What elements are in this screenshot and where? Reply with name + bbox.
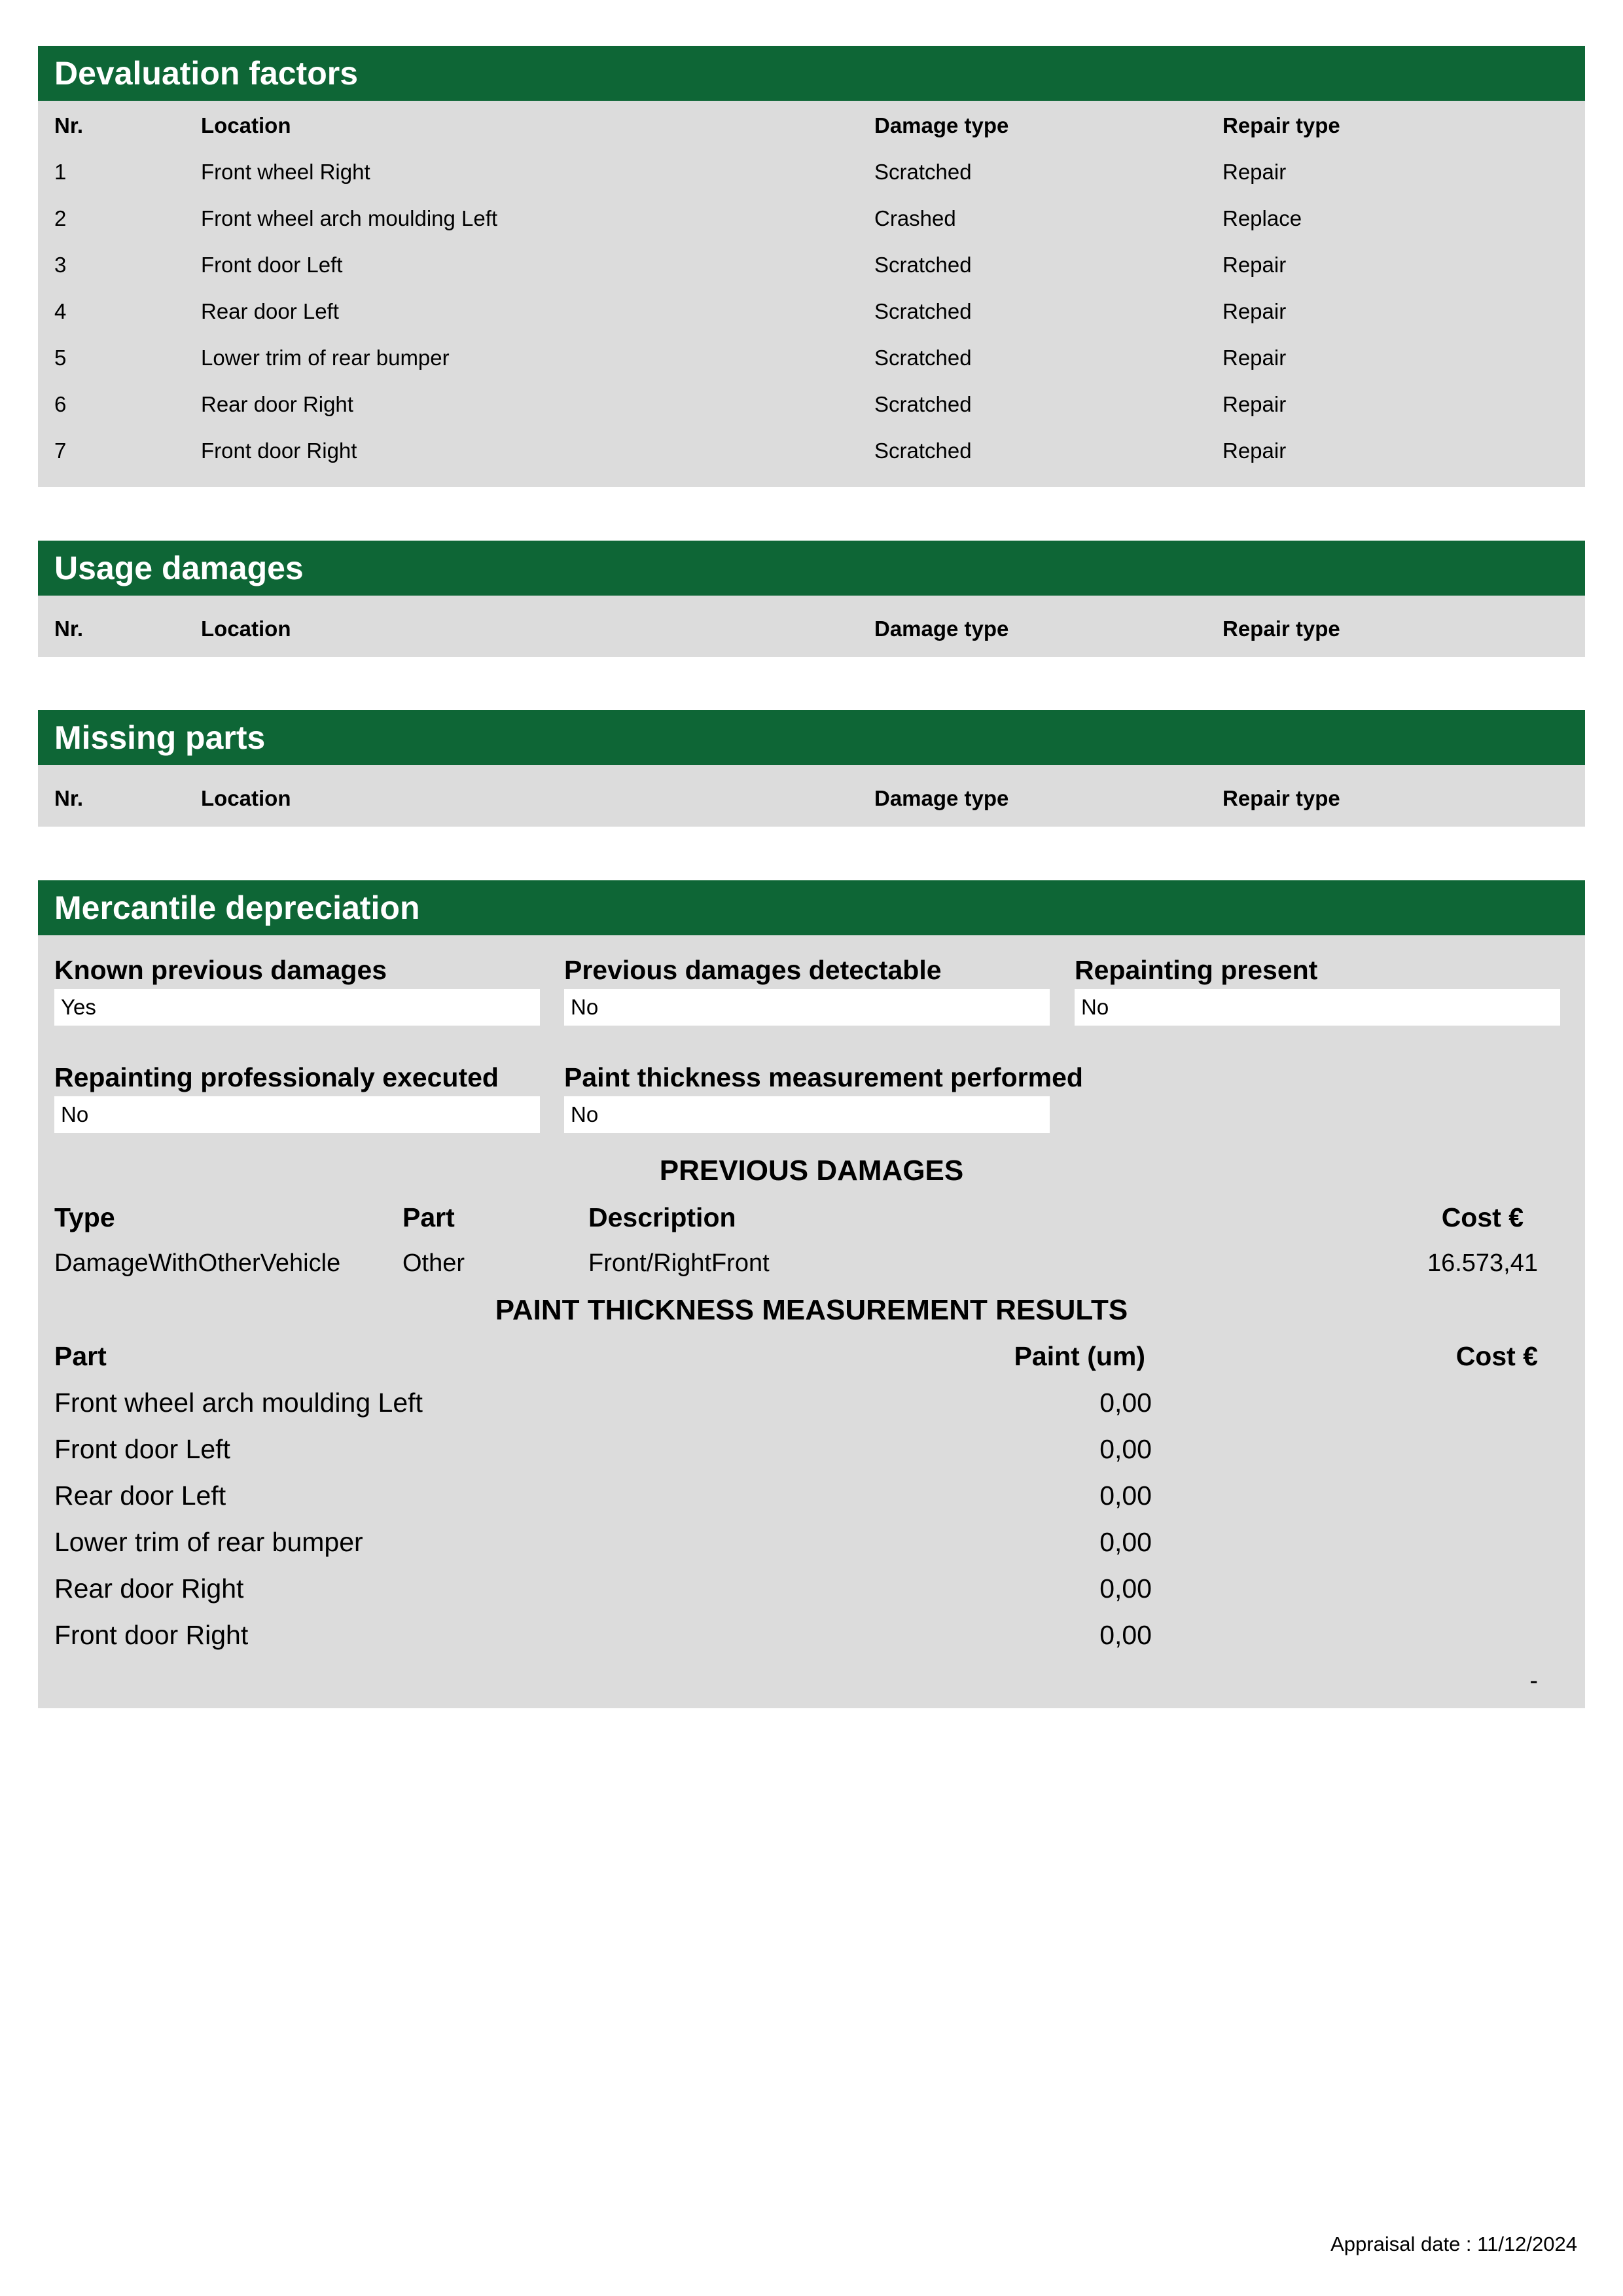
prev-damages-header-type: Type [54, 1202, 115, 1232]
section-title: Mercantile depreciation [38, 880, 1585, 935]
paint-total-cost: - [1529, 1667, 1538, 1695]
paint-header-part: Part [54, 1341, 107, 1371]
row-damage-type: Crashed [874, 206, 956, 230]
table-row [38, 242, 1585, 288]
row-repair-type: Repair [1222, 439, 1287, 463]
paint-row-value: 0,00 [1099, 1573, 1152, 1604]
paint-header-cost: Cost € [1455, 1341, 1538, 1371]
row-location: Front wheel Right [201, 160, 370, 184]
column-header-repair-type: Repair type [1222, 786, 1340, 810]
row-repair-type: Repair [1222, 253, 1287, 277]
paint-thickness-measurement-performed-value: No [564, 1096, 1050, 1133]
previous-damages-title: PREVIOUS DAMAGES [659, 1155, 964, 1187]
column-header-location: Location [201, 113, 291, 137]
paint-row-part: Front door Left [54, 1434, 230, 1464]
table-header-row [38, 605, 1585, 652]
row-repair-type: Repair [1222, 346, 1287, 370]
table-row [38, 195, 1585, 242]
prev-damage-cost: 16.573,41 [1427, 1249, 1538, 1277]
row-repair-type: Replace [1222, 206, 1302, 230]
paint-row-value: 0,00 [1099, 1480, 1152, 1511]
paint-row-value: 0,00 [1099, 1527, 1152, 1557]
table-row [38, 427, 1585, 474]
row-location: Lower trim of rear bumper [201, 346, 450, 370]
repainting-professionally-executed-label: Repainting professionaly executed [54, 1062, 499, 1092]
table-header-row [38, 102, 1585, 149]
column-header-repair-type: Repair type [1222, 113, 1340, 137]
row-repair-type: Repair [1222, 160, 1287, 184]
paint-thickness-measurement-performed-label: Paint thickness measurement performed [564, 1062, 1083, 1092]
prev-damage-description: Front/RightFront [588, 1249, 770, 1277]
missing-parts-section [38, 710, 1585, 827]
repainting-professionally-executed-value: No [54, 1096, 540, 1133]
column-header-damage-type: Damage type [874, 786, 1009, 810]
column-header-nr: Nr. [54, 113, 84, 137]
row-repair-type: Repair [1222, 299, 1287, 323]
paint-row-part: Front wheel arch moulding Left [54, 1388, 423, 1418]
paint-row-value: 0,00 [1099, 1434, 1152, 1464]
table-row [38, 288, 1585, 334]
column-header-damage-type: Damage type [874, 113, 1009, 137]
paint-row-value: 0,00 [1099, 1620, 1152, 1650]
section-title: Devaluation factors [38, 46, 1585, 101]
table-header-row [38, 775, 1585, 821]
known-previous-damages-label: Known previous damages [54, 955, 387, 985]
table-row [38, 149, 1585, 195]
paint-results-title: PAINT THICKNESS MEASUREMENT RESULTS [495, 1294, 1128, 1326]
row-repair-type: Repair [1222, 392, 1287, 416]
row-nr: 6 [54, 392, 67, 416]
prev-damages-header-part: Part [402, 1202, 455, 1232]
prev-damage-type: DamageWithOtherVehicle [54, 1249, 341, 1277]
row-nr: 7 [54, 439, 67, 463]
mercantile-depreciation-section [38, 880, 1585, 1708]
row-nr: 4 [54, 299, 67, 323]
row-damage-type: Scratched [874, 439, 972, 463]
row-damage-type: Scratched [874, 299, 972, 323]
appraisal-date: Appraisal date : 11/12/2024 [1330, 2233, 1577, 2255]
row-nr: 5 [54, 346, 67, 370]
prev-damage-part: Other [402, 1249, 465, 1277]
column-header-repair-type: Repair type [1222, 617, 1340, 641]
column-header-nr: Nr. [54, 786, 84, 810]
previous-damages-detectable-label: Previous damages detectable [564, 955, 942, 985]
paint-row-part: Rear door Left [54, 1480, 226, 1511]
row-location: Front door Right [201, 439, 357, 463]
devaluation-factors-section [38, 46, 1585, 487]
row-location: Front wheel arch moulding Left [201, 206, 498, 230]
row-nr: 1 [54, 160, 67, 184]
repainting-present-label: Repainting present [1075, 955, 1318, 985]
paint-row-value: 0,00 [1099, 1388, 1152, 1418]
usage-damages-section [38, 541, 1585, 657]
column-header-damage-type: Damage type [874, 617, 1009, 641]
row-damage-type: Scratched [874, 253, 972, 277]
row-damage-type: Scratched [874, 160, 972, 184]
row-location: Rear door Left [201, 299, 339, 323]
column-header-location: Location [201, 786, 291, 810]
prev-damages-header-cost: Cost € [1441, 1202, 1524, 1232]
column-header-location: Location [201, 617, 291, 641]
repainting-present-value: No [1075, 989, 1560, 1026]
table-row [38, 334, 1585, 381]
row-location: Rear door Right [201, 392, 353, 416]
section-title: Missing parts [38, 710, 1585, 765]
row-location: Front door Left [201, 253, 343, 277]
row-nr: 3 [54, 253, 67, 277]
column-header-nr: Nr. [54, 617, 84, 641]
row-damage-type: Scratched [874, 346, 972, 370]
previous-damages-detectable-value: No [564, 989, 1050, 1026]
paint-row-part: Lower trim of rear bumper [54, 1527, 363, 1557]
prev-damages-header-description: Description [588, 1202, 736, 1232]
row-damage-type: Scratched [874, 392, 972, 416]
row-nr: 2 [54, 206, 67, 230]
known-previous-damages-value: Yes [54, 989, 540, 1026]
paint-header-paint: Paint (um) [1014, 1341, 1145, 1371]
paint-row-part: Rear door Right [54, 1573, 244, 1604]
table-row [38, 381, 1585, 427]
paint-row-part: Front door Right [54, 1620, 249, 1650]
section-title: Usage damages [38, 541, 1585, 596]
